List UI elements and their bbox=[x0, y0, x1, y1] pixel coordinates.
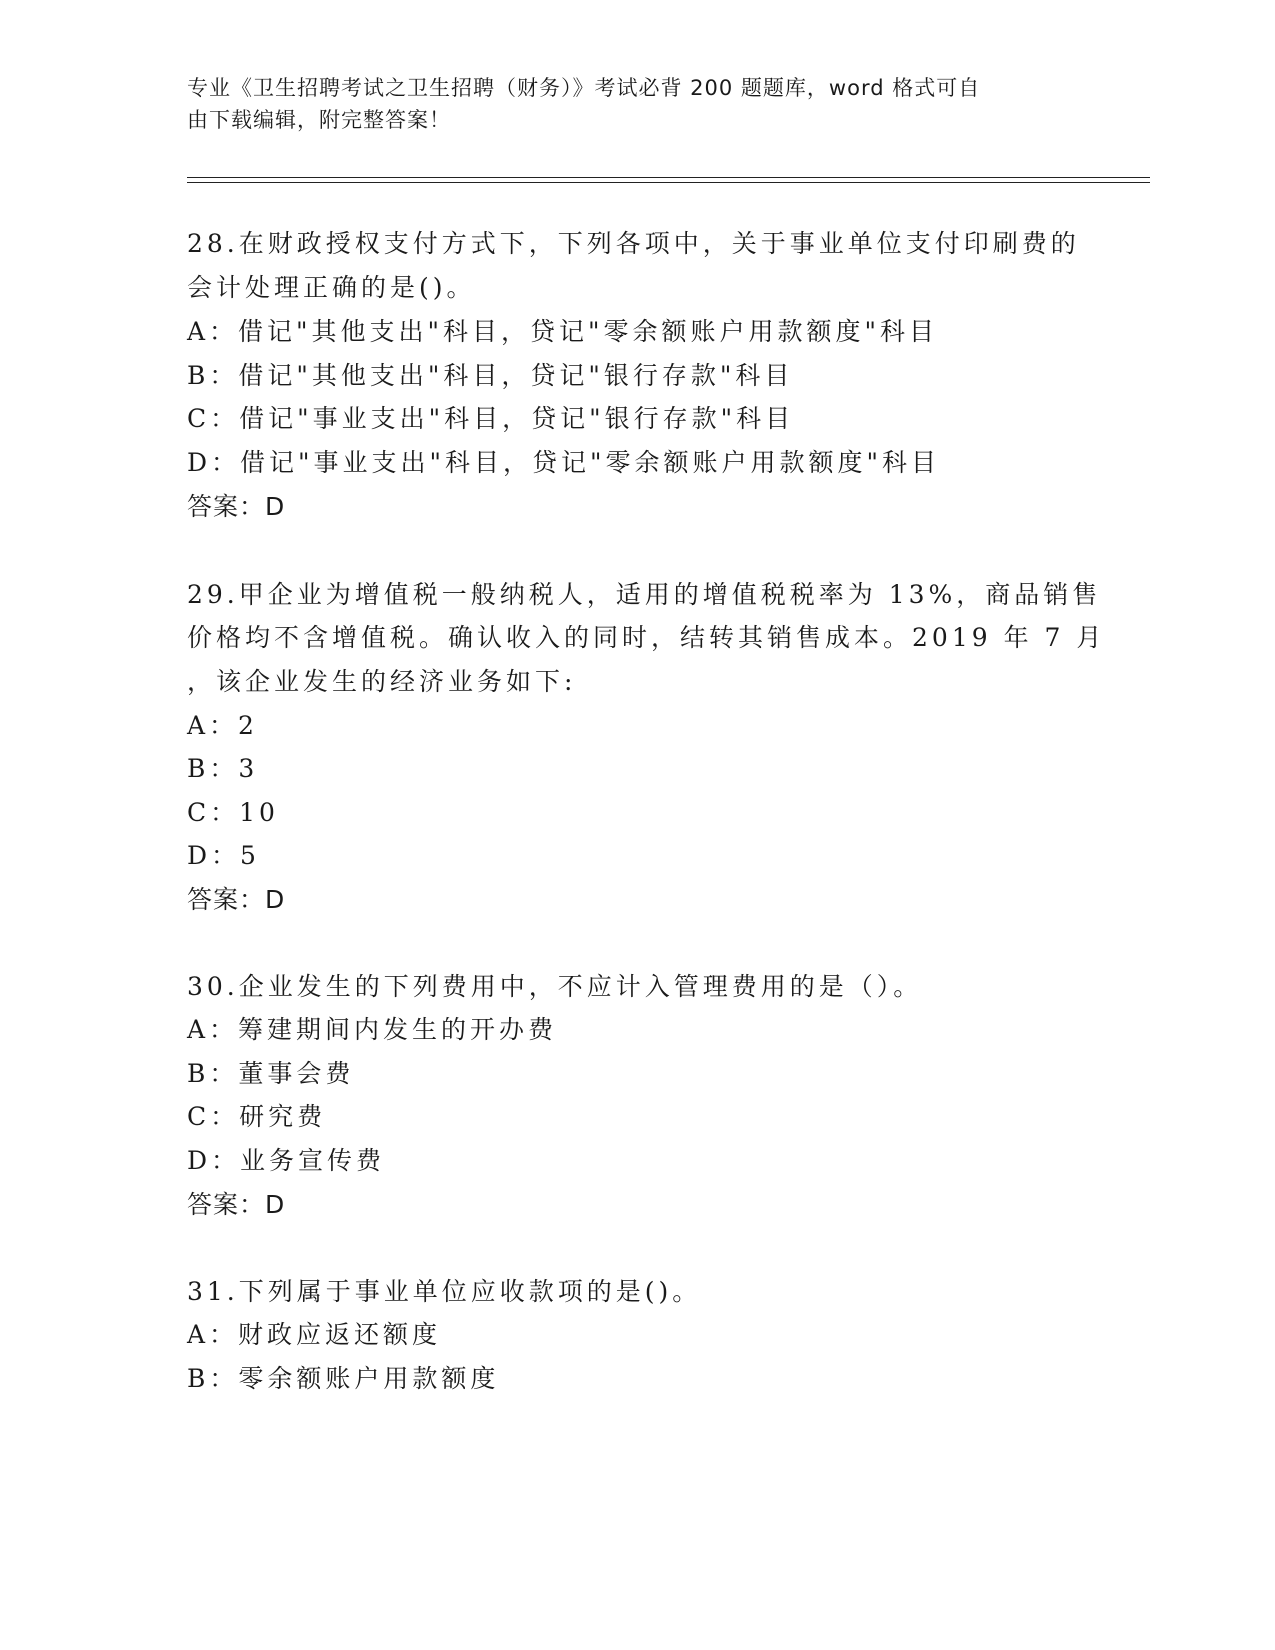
question-stem-line: 29.甲企业为增值税一般纳税人，适用的增值税税率为 13%，商品销售 bbox=[187, 580, 1102, 609]
answer: 答案：D bbox=[187, 492, 286, 521]
option-b: B：3 bbox=[187, 754, 259, 783]
option-a: A：财政应返还额度 bbox=[187, 1320, 442, 1349]
option-a: A：筹建期间内发生的开办费 bbox=[187, 1015, 558, 1044]
answer: 答案：D bbox=[187, 885, 286, 914]
question-stem-line: 30.企业发生的下列费用中，不应计入管理费用的是（）。 bbox=[187, 972, 923, 1001]
option-a: A：2 bbox=[187, 711, 258, 740]
header-line-1: 专业《卫生招聘考试之卫生招聘（财务）》考试必背 200 题题库，word 格式可自 bbox=[187, 76, 981, 100]
option-b: B：借记"其他支出"科目，贷记"银行存款"科目 bbox=[187, 361, 794, 390]
option-c: C：研究费 bbox=[187, 1102, 327, 1131]
option-b: B：董事会费 bbox=[187, 1059, 355, 1088]
option-c: C：借记"事业支出"科目，贷记"银行存款"科目 bbox=[187, 404, 795, 433]
answer: 答案：D bbox=[187, 1190, 286, 1219]
question-stem-line: 28.在财政授权支付方式下，下列各项中，关于事业单位支付印刷费的 bbox=[187, 229, 1080, 258]
option-d: D：5 bbox=[187, 841, 260, 870]
option-b: B：零余额账户用款额度 bbox=[187, 1364, 500, 1393]
header-line-2: 由下载编辑，附完整答案！ bbox=[187, 108, 451, 132]
question-stem-line: 31.下列属于事业单位应收款项的是()。 bbox=[187, 1277, 702, 1306]
question-stem-line: 价格均不含增值税。确认收入的同时，结转其销售成本。2019 年 7 月 bbox=[187, 623, 1106, 652]
option-d: D：业务宣传费 bbox=[187, 1146, 386, 1175]
document-header bbox=[187, 72, 1067, 136]
option-a: A：借记"其他支出"科目，贷记"零余额账户用款额度"科目 bbox=[187, 317, 939, 346]
question-stem-line: ，该企业发生的经济业务如下: bbox=[187, 667, 577, 696]
question-stem-line: 会计处理正确的是()。 bbox=[187, 273, 476, 302]
header-divider-bottom bbox=[187, 182, 1150, 183]
option-d: D：借记"事业支出"科目，贷记"零余额账户用款额度"科目 bbox=[187, 448, 941, 477]
option-c: C：10 bbox=[187, 798, 279, 827]
header-divider-top bbox=[187, 177, 1150, 178]
